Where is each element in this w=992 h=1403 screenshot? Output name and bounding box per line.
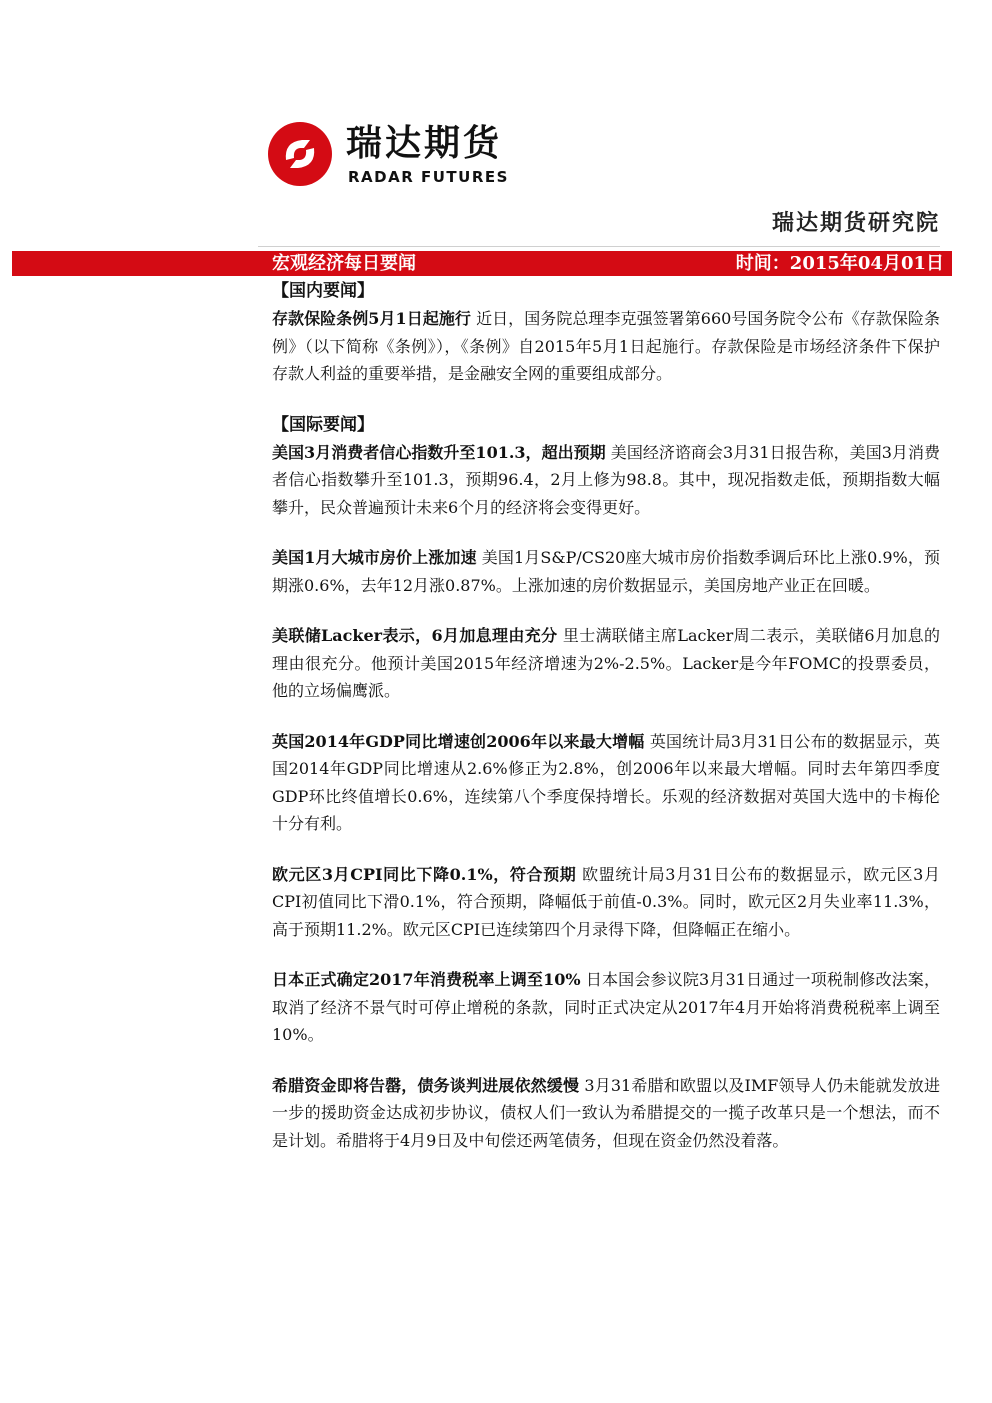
section-title-international: 【国际要闻】 <box>272 414 374 435</box>
news-item <box>272 622 940 705</box>
company-logo <box>266 120 536 192</box>
news-headline: 日本正式确定2017年消费税率上调至10% <box>272 970 581 989</box>
news-item <box>272 439 940 522</box>
news-body: 近日，国务院总理李克强签署第660号国务院令公布《存款保险条例》（以下简称《条例》），《条例》自2015年5月1日起施行。存款保险是市场经济条件下保护存款人利益的重要举措，是金融安全网的重要组成部分。 <box>272 309 940 383</box>
news-body: 日本国会参议院3月31日通过一项税制修改法案，取消了经济不景气时可停止增税的条款，同时正式决定从2017年4月开始将消费税税率上调至10%。 <box>272 970 940 1044</box>
news-body: 里士满联储主席Lacker周二表示，美联储6月加息的理由很充分。他预计美国2015年经济增速为2%-2.5%。Lacker是今年FOMC的投票委员，他的立场偏鹰派。 <box>272 626 940 700</box>
news-headline: 美国3月消费者信心指数升至101.3，超出预期 <box>272 442 606 462</box>
news-headline: 美国1月大城市房价上涨加速 <box>272 548 477 567</box>
news-item <box>272 966 940 1049</box>
news-headline: 欧元区3月CPI同比下降0.1%，符合预期 <box>272 864 577 884</box>
news-item <box>272 544 940 599</box>
news-headline: 存款保险条例5月1日起施行 <box>272 309 471 328</box>
news-body: 欧盟统计局3月31日公布的数据显示，欧元区3月CPI初值同比下滑0.1%，符合预期，降幅低于前值-0.3%。同时，欧元区2月失业率11.3%，高于预期11.2%。欧元区CPI已连续第四个月录得下降，但降幅正在缩小。 <box>272 864 940 939</box>
radar-logo-icon <box>266 120 334 188</box>
news-headline: 希腊资金即将告罄，债务谈判进展依然缓慢 <box>272 1075 580 1095</box>
news-body: 美国1月S&P/CS20座大城市房价指数季调后环比上涨0.9%，预期涨0.6%，去年12月涨0.87%。上涨加速的房价数据显示，美国房地产业正在回暖。 <box>272 548 940 595</box>
institute-name: 瑞达期货研究院 <box>771 210 940 236</box>
news-headline: 英国2014年GDP同比增速创2006年以来最大增幅 <box>272 731 645 751</box>
news-item <box>272 305 940 388</box>
title-banner <box>12 251 952 276</box>
news-body: 3月31希腊和欧盟以及IMF领导人仍未能就发放进一步的援助资金达成初步协议，债权人们一致认为希腊提交的一揽子改革只是一个想法，而不是计划。希腊将于4月9日及中旬偿还两笔债务，但现在资金仍然没着落。 <box>272 1075 940 1150</box>
news-item <box>272 728 940 838</box>
news-item <box>272 1072 940 1155</box>
report-date: 时间：2015年04月01日 <box>735 253 944 274</box>
report-title: 宏观经济每日要闻 <box>272 253 416 274</box>
news-item <box>272 861 940 944</box>
header-divider <box>258 246 940 247</box>
news-body: 美国经济谘商会3月31日报告称，美国3月消费者信心指数攀升至101.3，预期96.4，2月上修为98.8。其中，现况指数走低，预期指数大幅攀升，民众普遍预计未来6个月的经济将会变得更好。 <box>272 442 940 517</box>
news-headline: 美联储Lacker表示，6月加息理由充分 <box>272 626 558 645</box>
news-content <box>272 277 940 1154</box>
section-title-domestic: 【国内要闻】 <box>272 281 374 301</box>
logo-english-name: RADAR FUTURES <box>348 168 509 186</box>
logo-chinese-name: 瑞达期货 <box>346 123 503 164</box>
news-body: 英国统计局3月31日公布的数据显示，英国2014年GDP同比增速从2.6%修正为2.8%，创2006年以来最大增幅。同时去年第四季度GDP环比终值增长0.6%，连续第八个季度保持增长。乐观的经济数据对英国大选中的卡梅伦十分有利。 <box>272 731 940 833</box>
